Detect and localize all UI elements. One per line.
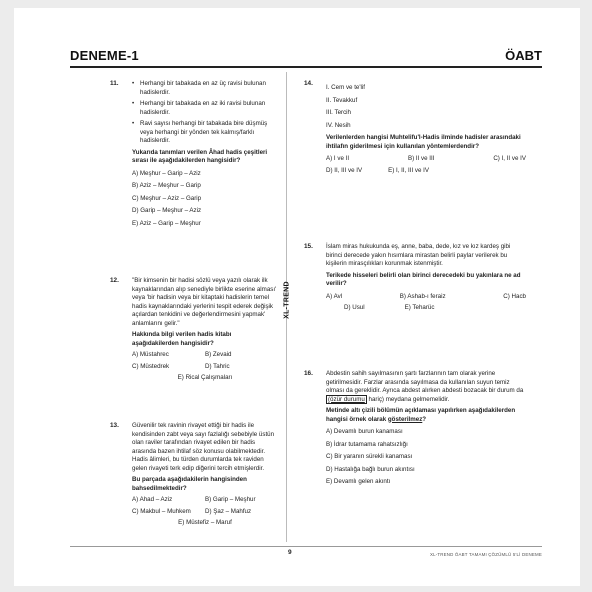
footer-text: XL-TREND ÖABT TAMAMI ÇÖZÜMLÜ 5'Lİ DENEME <box>429 552 542 557</box>
roman-item: I. Cem ve te'lif <box>326 84 366 91</box>
option-d[interactable]: D) Garip – Meşhur – Aziz <box>132 207 202 214</box>
roman-item: III. Tercih <box>326 109 351 116</box>
option-b[interactable]: B) Garip – Meşhur <box>205 496 256 503</box>
bullet-item: • Herhangi bir tabakada en az üç ravisi bulunan hadislerdir. <box>132 80 278 97</box>
underlined-phrase: (özür durumu <box>328 395 365 403</box>
option-a[interactable]: A) I ve II <box>326 155 350 162</box>
option-d[interactable]: D) Şaz – Mahfuz <box>205 507 252 515</box>
question-text: Güvenilir tek ravinin rivayet ettiği bir hadis ile kendisinden zabt veya sayı fazlalığı sebebiyle üstün olan raviler tarafından rivayet edilen bir hadis arasında bazen ihtilaf söz konusu olabilmektedir. Hadis âlimleri, bu türden durumlarda tek raviden gelen rivayeti terk edip diğerini tercih etmişlerdir. <box>132 422 275 472</box>
option-e[interactable]: E) I, II, III ve IV <box>388 166 430 174</box>
option-a[interactable]: A) Müstahrec <box>132 351 169 358</box>
question-number: 16. <box>304 370 313 377</box>
page-number: 9 <box>288 549 292 556</box>
option-a[interactable]: A) Devamlı burun kanaması <box>326 428 403 435</box>
option-e[interactable]: E) Aziz – Garip – Meşhur <box>132 219 201 227</box>
option-b[interactable]: B) Ashab-ı feraiz <box>399 292 446 300</box>
option-d[interactable]: D) II, III ve IV <box>326 166 363 174</box>
option-c[interactable]: C) Müstedrek <box>132 362 170 370</box>
roman-item: II. Tevakkuf <box>326 96 358 104</box>
question-12 <box>110 277 278 383</box>
question-number: 12. <box>110 277 119 284</box>
question-text: Abdestin sahih sayılmasının şartı farzlarının tam olarak yerine getirilmesidir. Farzlar arasında sayılmasa da kullanılan suyun temiz olması da gereklidir. Ayrıca abdest alırken abdesti bozacak bir durum da (özür durumu hariç) meydana gelmemelidir. <box>326 370 524 403</box>
option-b[interactable]: B) İdrar tutamama rahatsızlığı <box>326 440 408 448</box>
option-d[interactable]: D) Tahric <box>205 362 230 370</box>
option-b[interactable]: B) Aziz – Meşhur – Garip <box>132 182 201 189</box>
question-number: 15. <box>304 243 313 250</box>
option-d[interactable]: D) Usul <box>344 304 365 311</box>
question-text: "Bir kimsenin bir hadisi sözlü veya yazılı olarak ilk kaynaklarından alıp senediyle birlikte eserine alması' veya 'bir hadisin veya bir kitaptaki hadislerin temel hadis kaynaklarındaki yerlerini tespit ederek değişik açılardan tenkidini ve değerlendirmesini yapmak' anlamlarını gelir." <box>132 277 277 327</box>
question-14 <box>304 80 526 175</box>
question-number: 13. <box>110 422 119 429</box>
option-e[interactable]: E) Teharüc <box>404 304 435 311</box>
header-exam: ÖABT <box>505 48 542 63</box>
option-a[interactable]: A) Avl <box>326 292 343 300</box>
question-stem: Terikede hisseleri belirli olan birinci derecedeki bu yakınlara ne ad verilir? <box>326 271 521 287</box>
side-label: XL-TREND <box>283 281 291 319</box>
question-stem: Verilenlerden hangisi Muhtelifu'l-Hadis ilminde hadisler arasındaki ihtilafın giderilmesi için kullanılan yöntemlerdendir? <box>326 134 521 150</box>
question-13 <box>110 422 278 528</box>
question-stem: Hakkında bilgi verilen hadis kitabı aşağıdakilerden hangisidir? <box>132 331 232 347</box>
question-stem: Bu parçada aşağıdakilerin hangisinden bahsedilmektedir? <box>132 476 247 492</box>
footer-rule <box>70 546 542 547</box>
option-c[interactable]: C) I, II ve IV <box>493 155 526 162</box>
option-c[interactable]: C) Hacb <box>503 292 526 300</box>
underlined-word: gösterilmez <box>387 415 423 423</box>
question-stem: Metinde altı çizili bölümün açıklaması yapılırken aşağıdakilerden hangisi örnek olarak gösterilmez? <box>326 407 516 423</box>
option-d[interactable]: D) Hastalığa bağlı burun akıntısı <box>326 465 415 473</box>
option-e[interactable]: E) Müstefiz – Maruf <box>178 519 232 526</box>
option-b[interactable]: B) Zevaid <box>205 351 232 358</box>
option-c[interactable]: C) Makbul – Muhkem <box>132 507 191 515</box>
option-a[interactable]: A) Meşhur – Garip – Aziz <box>132 169 201 177</box>
option-c[interactable]: C) Meşhur – Aziz – Garip <box>132 194 202 202</box>
option-e[interactable]: E) Rical Çalışmaları <box>177 374 233 381</box>
bullet-item: • Herhangi bir tabakada en az iki ravisi bulunan hadislerdir. <box>132 100 278 117</box>
roman-item: IV. Nesih <box>326 121 351 129</box>
question-number: 11. <box>110 80 119 87</box>
question-text: İslam miras hukukunda eş, anne, baba, dede, kız ve kız kardeş gibi birinci derecede yakın hısımlara mirastan belirli paylar verilerek bu kişilerin mirasçılıkları korunmak istenmiştir. <box>326 243 511 267</box>
question-stem: Yukarıda tanımları verilen Âhad hadis çeşitleri sırası ile aşağıdakilerden hangisidir? <box>132 148 268 164</box>
bullet-item: • Ravi sayısı herhangi bir tabakada bire düşmüş veya herhangi bir yönden tek kalmış/farklı hadislerdir. <box>132 120 278 146</box>
question-number: 14. <box>304 80 313 87</box>
question-11 <box>110 80 278 232</box>
option-a[interactable]: A) Ahad – Aziz <box>132 496 173 503</box>
question-15 <box>304 243 526 313</box>
header-title: DENEME-1 <box>70 48 139 63</box>
option-e[interactable]: E) Devamlı gelen akıntı <box>326 478 391 485</box>
option-c[interactable]: C) Bir yaranın sürekli kanaması <box>326 453 413 460</box>
question-16 <box>304 370 526 491</box>
option-b[interactable]: B) II ve III <box>407 155 435 162</box>
header-rule <box>70 66 542 68</box>
